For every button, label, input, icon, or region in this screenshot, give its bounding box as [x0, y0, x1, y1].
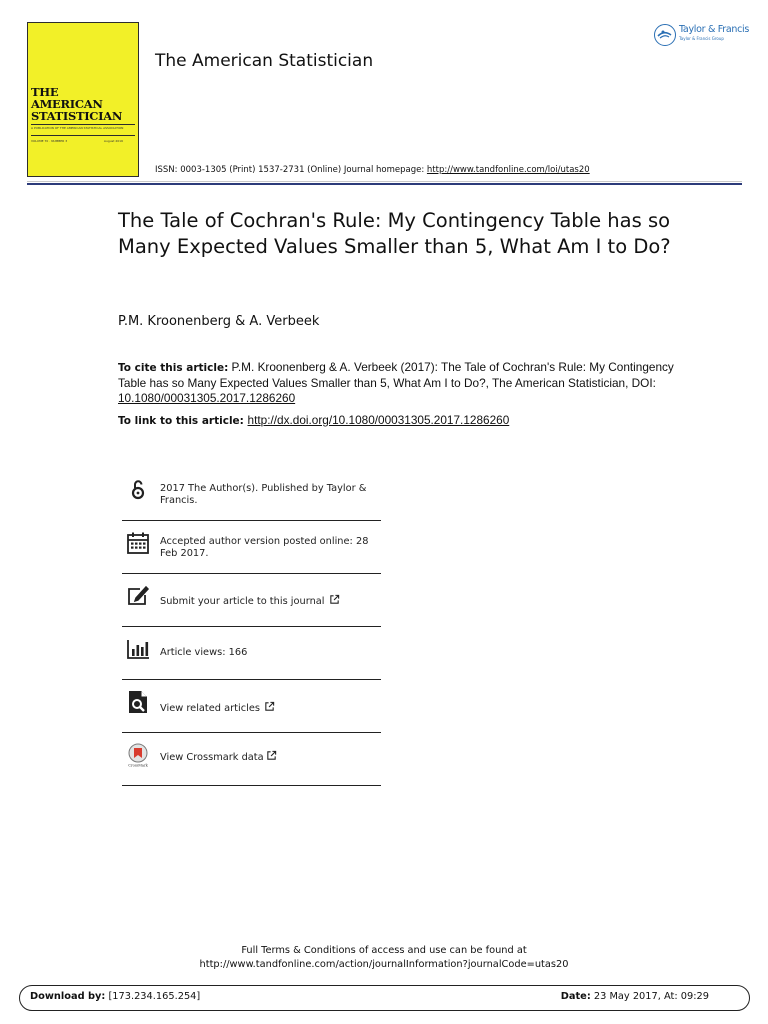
- citation-block: [118, 360, 678, 406]
- cover-title: THE AMERICAN STATISTICIAN: [31, 85, 123, 123]
- header-divider: [27, 183, 742, 185]
- publisher-subtitle: Taylor & Francis Group: [679, 36, 724, 41]
- cover-date: August 2016: [103, 139, 123, 143]
- journal-homepage-link[interactable]: http://www.tandfonline.com/loi/utas20: [426, 165, 590, 175]
- external-link-icon: [264, 701, 275, 712]
- accepted-text: Accepted author version posted online: 28 Feb 2017.: [160, 536, 369, 559]
- terms-url[interactable]: http://www.tandfonline.com/action/journalInformation?journalCode=utas20: [199, 959, 569, 970]
- open-access-icon: [126, 478, 150, 502]
- article-link[interactable]: http://dx.doi.org/10.1080/00031305.2017.1286260: [247, 413, 510, 427]
- publisher-logo[interactable]: [654, 22, 750, 48]
- article-link-label: To link to this article:: [118, 415, 248, 427]
- journal-name: The American Statistician: [155, 51, 374, 71]
- download-info-bar: [19, 985, 750, 1011]
- issn-line: [155, 165, 590, 175]
- terms-line: Full Terms & Conditions of access and use can be found at: [241, 945, 527, 956]
- license-text: 2017 The Author(s). Published by Taylor & Francis.: [160, 483, 367, 506]
- terms-notice: [0, 944, 768, 972]
- info-row-license: [122, 468, 381, 521]
- crossmark-link[interactable]: View Crossmark data: [160, 750, 378, 764]
- cover-divider: [31, 135, 135, 136]
- cover-subtitle: A PUBLICATION OF THE AMERICAN STATISTICAL ASSOCIATION: [31, 126, 124, 130]
- citation-text: P.M. Kroonenberg & A. Verbeek (2017): The Tale of Cochran's Rule: My Contingency Table has so Many Expected Values Smaller than 5, What Am I to Do?, The American Statistician, DOI:: [118, 360, 674, 390]
- doi-link[interactable]: 10.1080/00031305.2017.1286260: [118, 391, 296, 405]
- cover-volume: VOLUME 70 · NUMBER 3: [31, 139, 68, 143]
- article-views: Article views: 166: [160, 647, 248, 658]
- info-row-accepted: [122, 521, 381, 574]
- article-info-list: [122, 468, 381, 786]
- download-ip: [173.234.165.254]: [105, 991, 201, 1002]
- article-title: The Tale of Cochran's Rule: My Contingency Table has so Many Expected Values Smaller than 5, What Am I to Do?: [118, 209, 671, 258]
- header-divider-thin: [27, 181, 742, 182]
- calendar-icon: [126, 531, 150, 555]
- search-document-icon: [126, 690, 150, 714]
- download-date: Date: 23 May 2017, At: 09:29: [560, 991, 709, 1002]
- citation-label: To cite this article:: [118, 362, 229, 374]
- external-link-icon: [266, 750, 277, 761]
- edit-icon: [126, 584, 150, 608]
- download-date-value: 23 May 2017, At: 09:29: [590, 991, 709, 1002]
- issn-text: ISSN: 0003-1305 (Print) 1537-2731 (Online) Journal homepage:: [155, 165, 427, 175]
- publisher-logo-icon: [654, 24, 676, 46]
- article-authors: P.M. Kroonenberg & A. Verbeek: [118, 314, 320, 329]
- bar-chart-icon: [126, 637, 150, 661]
- related-articles-link[interactable]: View related articles: [160, 701, 378, 715]
- info-row-views: [122, 627, 381, 680]
- article-link-line: [118, 413, 718, 427]
- info-row-submit[interactable]: [122, 574, 381, 627]
- crossmark-caption: CrossMark: [128, 763, 148, 767]
- info-row-related[interactable]: [122, 680, 381, 733]
- download-by: Download by: [173.234.165.254]: [30, 991, 201, 1002]
- submit-article-link[interactable]: Submit your article to this journal: [160, 594, 378, 608]
- cover-divider: [31, 124, 135, 125]
- journal-cover: [27, 22, 139, 177]
- crossmark-icon: [126, 743, 150, 767]
- info-row-crossmark[interactable]: [122, 733, 381, 786]
- publisher-name: Taylor & Francis: [679, 24, 750, 35]
- external-link-icon: [329, 594, 340, 605]
